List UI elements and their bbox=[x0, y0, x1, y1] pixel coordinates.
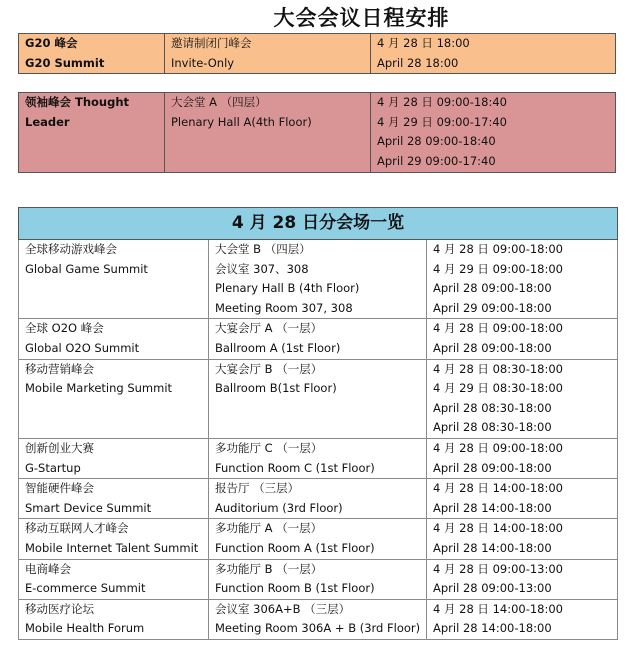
session-name: 智能硬件峰会 bbox=[25, 481, 94, 496]
session-name: 电商峰会 bbox=[25, 561, 71, 576]
session-name: Mobile Marketing Summit bbox=[25, 381, 173, 396]
table-row bbox=[19, 34, 616, 74]
table-row bbox=[19, 359, 618, 438]
breakout-sessions-table bbox=[18, 207, 618, 640]
leader-summit-table bbox=[18, 92, 616, 173]
session-name-cell bbox=[19, 479, 209, 519]
time-text: 4 月 28 日 09:00-13:00 bbox=[433, 561, 564, 576]
session-name: 移动营销峰会 bbox=[25, 361, 94, 376]
time-text-cell bbox=[427, 559, 618, 599]
time-text-cell bbox=[427, 599, 618, 639]
time-text: 4 月 28 日 09:00-18:40 bbox=[377, 95, 508, 109]
time-text: April 28 09:00-13:00 bbox=[433, 581, 552, 596]
venue-text: 大会堂 B （四层） bbox=[215, 242, 311, 256]
venue-text: Plenary Hall B (4th Floor) bbox=[215, 281, 360, 296]
time-text-cell bbox=[427, 519, 618, 559]
venue-text: 会议室 306A+B （三层） bbox=[215, 601, 351, 616]
table-row bbox=[19, 319, 618, 359]
time-text: April 28 08:30-18:00 bbox=[433, 420, 552, 435]
table-row bbox=[19, 559, 618, 599]
time-text: 4 月 28 日 18:00 bbox=[377, 36, 470, 50]
venue-text: 会议室 307、308 bbox=[215, 261, 309, 276]
session-name-cell bbox=[19, 93, 165, 173]
venue-text-cell bbox=[209, 599, 427, 639]
venue-text-cell bbox=[209, 240, 427, 319]
venue-text: Function Room A (1st Floor) bbox=[215, 540, 375, 555]
session-name: 创新创业大赛 bbox=[25, 440, 94, 455]
venue-text: 大宴会厅 B （一层） bbox=[215, 361, 323, 376]
time-cell bbox=[371, 93, 616, 173]
venue-text: 大会堂 A （四层） bbox=[171, 95, 267, 109]
time-text-en: April 28 09:00-18:40 bbox=[377, 134, 496, 149]
session-name-cell bbox=[19, 240, 209, 319]
venue-text-en: Invite-Only bbox=[171, 55, 235, 70]
time-text: April 28 14:00-18:00 bbox=[433, 621, 552, 636]
venue-text-cell bbox=[209, 438, 427, 478]
session-name-cell bbox=[19, 519, 209, 559]
breakout-rows bbox=[19, 240, 618, 640]
venue-text: 多功能厅 B （一层） bbox=[215, 561, 323, 576]
venue-text: Auditorium (3rd Floor) bbox=[215, 500, 343, 515]
table-heading: 4 月 28 日分会场一览 bbox=[19, 208, 618, 240]
time-text: April 29 09:00-18:00 bbox=[433, 300, 552, 315]
venue-text: Meeting Room 307, 308 bbox=[215, 300, 353, 315]
time-text: 4 月 28 日 14:00-18:00 bbox=[433, 521, 564, 536]
table-row bbox=[19, 519, 618, 559]
time-text: 4 月 29 日 09:00-18:00 bbox=[433, 261, 564, 276]
venue-text: Ballroom A (1st Floor) bbox=[215, 340, 341, 355]
time-text: 4 月 28 日 09:00-18:00 bbox=[433, 242, 564, 256]
venue-text: 大宴会厅 A （一层） bbox=[215, 321, 323, 336]
table-row bbox=[19, 240, 618, 319]
venue-text: Ballroom B(1st Floor) bbox=[215, 381, 337, 396]
venue-text-cell bbox=[209, 559, 427, 599]
time-text-cell bbox=[427, 359, 618, 438]
time-text-cell bbox=[427, 319, 618, 359]
time-text-en: April 28 18:00 bbox=[377, 55, 459, 70]
session-name: G-Startup bbox=[25, 460, 81, 475]
table-row bbox=[19, 479, 618, 519]
time-text: April 28 09:00-18:00 bbox=[433, 281, 552, 296]
session-name: 领袖峰会 Thought bbox=[25, 95, 130, 109]
session-name-cell bbox=[19, 319, 209, 359]
venue-text: Function Room C (1st Floor) bbox=[215, 460, 375, 475]
session-name-en: G20 Summit bbox=[25, 55, 105, 70]
session-name-cell bbox=[19, 559, 209, 599]
session-name-cell bbox=[19, 359, 209, 438]
time-cell bbox=[371, 34, 616, 74]
time-text: April 28 09:00-18:00 bbox=[433, 340, 552, 355]
session-name: 移动互联网人才峰会 bbox=[25, 521, 129, 536]
venue-text-cell bbox=[209, 319, 427, 359]
session-name: Global Game Summit bbox=[25, 261, 148, 276]
venue-cell bbox=[165, 93, 371, 173]
venue-text-cell bbox=[209, 359, 427, 438]
session-name-cell bbox=[19, 34, 165, 74]
time-text: April 28 14:00-18:00 bbox=[433, 540, 552, 555]
session-name-en: Leader bbox=[25, 114, 70, 129]
table-row bbox=[19, 438, 618, 478]
session-name: G20 峰会 bbox=[25, 36, 78, 50]
time-text: 4 月 28 日 14:00-18:00 bbox=[433, 481, 564, 496]
page-title: 大会会议日程安排 bbox=[273, 6, 450, 30]
table-row bbox=[19, 599, 618, 639]
session-name: 全球 O2O 峰会 bbox=[25, 321, 104, 336]
venue-text-cell bbox=[209, 519, 427, 559]
time-text-cell bbox=[427, 438, 618, 478]
session-name: Mobile Health Forum bbox=[25, 621, 145, 636]
session-name-cell bbox=[19, 438, 209, 478]
time-text: 4 月 28 日 14:00-18:00 bbox=[433, 601, 564, 616]
time-text: 4 月 29 日 08:30-18:00 bbox=[433, 381, 564, 396]
time-text: 4 月 28 日 08:30-18:00 bbox=[433, 361, 564, 376]
venue-text: 多功能厅 A （一层） bbox=[215, 521, 323, 536]
time-text-cell bbox=[427, 240, 618, 319]
time-text-en: April 29 09:00-17:40 bbox=[377, 153, 496, 168]
time-text: April 28 09:00-18:00 bbox=[433, 460, 552, 475]
table-row bbox=[19, 93, 616, 173]
time-text: 4 月 29 日 09:00-17:40 bbox=[377, 114, 508, 129]
venue-text: Function Room B (1st Floor) bbox=[215, 581, 375, 596]
g20-summit-table bbox=[18, 33, 616, 74]
session-name: 移动医疗论坛 bbox=[25, 601, 94, 616]
session-name-cell bbox=[19, 599, 209, 639]
venue-text-en: Plenary Hall A(4th Floor) bbox=[171, 114, 312, 129]
venue-cell bbox=[165, 34, 371, 74]
venue-text: 报告厅 （三层） bbox=[215, 481, 300, 496]
venue-text-cell bbox=[209, 479, 427, 519]
session-name: Smart Device Summit bbox=[25, 500, 152, 515]
time-text: April 28 08:30-18:00 bbox=[433, 400, 552, 415]
venue-text: Meeting Room 306A + B (3rd Floor) bbox=[215, 621, 421, 636]
venue-text: 多功能厅 C （一层） bbox=[215, 440, 323, 455]
table-header-row bbox=[19, 208, 618, 240]
time-text: April 28 14:00-18:00 bbox=[433, 500, 552, 515]
session-name: 全球移动游戏峰会 bbox=[25, 242, 117, 256]
venue-text: 邀请制闭门峰会 bbox=[171, 36, 252, 50]
time-text-cell bbox=[427, 479, 618, 519]
session-name: Mobile Internet Talent Summit bbox=[25, 540, 199, 555]
time-text: 4 月 28 日 09:00-18:00 bbox=[433, 440, 564, 455]
session-name: Global O2O Summit bbox=[25, 340, 140, 355]
time-text: 4 月 28 日 09:00-18:00 bbox=[433, 321, 564, 336]
session-name: E-commerce Summit bbox=[25, 581, 146, 596]
